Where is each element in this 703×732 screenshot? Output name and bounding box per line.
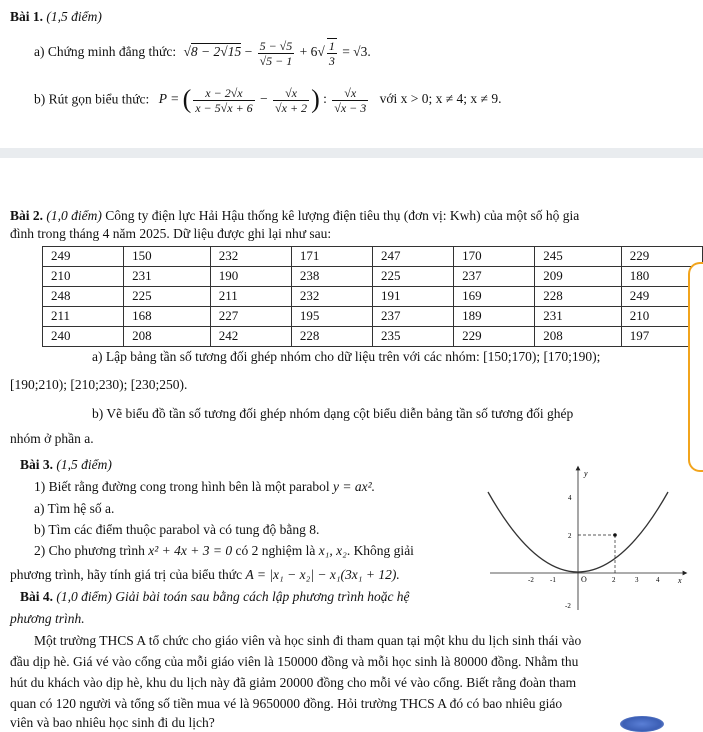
a-inner-den: 3 <box>328 54 335 68</box>
table-cell: 235 <box>372 327 453 347</box>
table-cell: 180 <box>621 267 702 287</box>
bai4-p1: Một trường THCS A tổ chức cho giáo viên và học sinh đi tham quan tại một khu du lịch sinh thái vào <box>34 633 582 648</box>
data-table-body <box>43 247 703 347</box>
bai4-p5: viên và bao nhiêu học sinh đi du lịch? <box>10 715 215 730</box>
x-tick-3: 3 <box>635 576 639 584</box>
parabola-graph <box>480 462 690 612</box>
bai4-p4: quan có 120 người và tổng số tiền mua vé là 9650000 đồng. Hỏi trường THCS A đó có bao nhiêu giáo <box>10 696 563 711</box>
b-colon: : <box>323 91 327 107</box>
table-row <box>43 307 703 327</box>
table-cell: 211 <box>43 307 124 327</box>
table-cell: 248 <box>43 287 124 307</box>
b-f1-num: x − 2√x <box>193 86 254 101</box>
table-cell: 190 <box>210 267 291 287</box>
bai1-b-formula: P = ( $\frac{x - 2√x}{x - 5√x + 6}$ − $\frac{√x}{√x + 2}$ ) : $\frac{√x}{√x - 3}$ với x > 0; x ≠ 4; x ≠ 9. <box>158 85 502 115</box>
bai3-l1-formula: y = ax². <box>333 479 376 494</box>
table-cell: 237 <box>454 267 535 287</box>
highlighted-point <box>613 533 617 537</box>
origin-label: O <box>581 575 587 584</box>
x-tick-neg1: -1 <box>550 576 556 584</box>
bai1-a-formula: √8 − 2√15 − $\frac{5 - √5}{√5 - 1}$ + 6√ $\frac{1}{3}$ = √3. <box>183 38 371 68</box>
x-tick-2: 2 <box>612 576 616 584</box>
x-tick-neg2: -2 <box>528 576 534 584</box>
bai3-line1 <box>34 479 375 496</box>
section-divider <box>0 148 703 158</box>
bai3-l5a: phương trình, hãy tính giá trị của biểu thức <box>10 567 243 582</box>
bai1-title: Bài 1. <box>10 9 44 24</box>
table-cell: 231 <box>124 267 211 287</box>
b-frac3 <box>332 86 368 115</box>
table-cell: 168 <box>124 307 211 327</box>
table-cell: 211 <box>210 287 291 307</box>
table-cell: 238 <box>291 267 372 287</box>
table-cell: 249 <box>621 287 702 307</box>
bai2-line2: đình trong tháng 4 năm 2025. Dữ liệu được ghi lại như sau: <box>10 226 332 241</box>
table-cell: 191 <box>372 287 453 307</box>
table-cell: 249 <box>43 247 124 267</box>
a-inner-frac <box>327 38 337 68</box>
a-rhs: = √3. <box>342 44 371 60</box>
table-cell: 245 <box>535 247 622 267</box>
bai3-line4 <box>34 543 414 560</box>
table-cell: 228 <box>535 287 622 307</box>
bai1-heading <box>10 9 102 26</box>
b-lhs: P = <box>158 91 180 107</box>
bai3-l4a: 2) Cho phương trình <box>34 543 145 558</box>
table-cell: 225 <box>124 287 211 307</box>
a-frac-num: 5 − √5 <box>259 38 293 53</box>
table-row <box>43 267 703 287</box>
b-condition: với x > 0; x ≠ 4; x ≠ 9. <box>379 91 502 107</box>
table-cell: 247 <box>372 247 453 267</box>
bai3-points: (1,5 điểm) <box>56 457 112 472</box>
b-frac2 <box>273 86 309 115</box>
data-table <box>42 246 703 347</box>
bai2-line1: Công ty điện lực Hải Hậu thống kê lượng điện tiêu thụ (đơn vị: Kwh) của một số hộ gia <box>105 208 580 223</box>
bai3-line2: a) Tìm hệ số a. <box>34 501 115 516</box>
table-cell: 232 <box>291 287 372 307</box>
table-cell: 229 <box>454 327 535 347</box>
table-cell: 150 <box>124 247 211 267</box>
a-coef: + 6 <box>299 44 318 60</box>
table-cell: 237 <box>372 307 453 327</box>
bai3-l4-eq: x² + 4x + 3 = 0 <box>148 543 233 558</box>
table-cell: 229 <box>621 247 702 267</box>
a-frac-den: √5 − 1 <box>259 53 293 68</box>
b-minus: − <box>260 91 268 107</box>
table-cell: 232 <box>210 247 291 267</box>
y-axis-label: y <box>584 469 588 478</box>
table-cell: 227 <box>210 307 291 327</box>
table-cell: 225 <box>372 267 453 287</box>
bai3-l1-text: 1) Biết rằng đường cong trong hình bên là một parabol <box>34 479 330 494</box>
y-tick-2: 2 <box>568 532 572 540</box>
b-f2-den: √x + 2 <box>275 100 308 115</box>
table-cell: 242 <box>210 327 291 347</box>
x-axis-label: x <box>678 576 682 585</box>
bai3-line5 <box>10 567 400 584</box>
b-frac1 <box>193 86 254 115</box>
bai4-heading <box>20 589 410 606</box>
table-cell: 170 <box>454 247 535 267</box>
bai2-intro <box>10 208 698 225</box>
table-cell: 195 <box>291 307 372 327</box>
table-cell: 209 <box>535 267 622 287</box>
bai4-p3: hút du khách vào dịp hè, khu du lịch này đã giảm 20000 đồng cho mỗi vé vào cổng. Biết rằng đoàn tham <box>10 675 577 690</box>
bai3-l4-roots: x₁, x₂ <box>318 543 347 558</box>
table-cell: 210 <box>621 307 702 327</box>
b-f1-den: x − 5√x + 6 <box>195 100 253 115</box>
table-cell: 171 <box>291 247 372 267</box>
bai3-l5-formula: A = |x₁ − x₂| − x₁(3x₁ + 12). <box>245 567 400 582</box>
y-tick-4: 4 <box>568 494 572 502</box>
bai1-points: (1,5 điểm) <box>46 9 102 24</box>
x-tick-4: 4 <box>656 576 660 584</box>
bai3-heading <box>20 457 112 474</box>
bai2-a-line2: [190;210); [210;230); [230;250). <box>10 377 188 392</box>
table-cell: 208 <box>535 327 622 347</box>
table-cell: 210 <box>43 267 124 287</box>
table-row <box>43 287 703 307</box>
table-cell: 189 <box>454 307 535 327</box>
a-inner-num: 1 <box>328 39 335 53</box>
bai1-part-a <box>34 38 371 68</box>
table-cell: 231 <box>535 307 622 327</box>
y-tick-neg2: -2 <box>565 602 571 610</box>
a-fraction <box>258 39 295 68</box>
side-scrollbar[interactable] <box>688 262 703 472</box>
b-f2-num: √x <box>273 86 309 101</box>
bai4-p2: đầu dịp hè. Giá vé vào cổng của mỗi giáo viên là 150000 đồng và mỗi học sinh là 80000 đồng. Nhằm thu <box>10 654 579 669</box>
table-cell: 228 <box>291 327 372 347</box>
bai4-intro1: Giải bài toán sau bằng cách lập phương trình hoặc hệ <box>115 589 410 604</box>
bai3-l4c: . Không giải <box>346 543 414 558</box>
bai4-title: Bài 4. <box>20 589 54 604</box>
bai2-a-line1: a) Lập bảng tần số tương đối ghép nhóm cho dữ liệu trên với các nhóm: [150;170); [170;190); <box>92 349 601 364</box>
bai2-points: (1,0 điểm) <box>46 208 102 223</box>
bai1-b-label: b) Rút gọn biểu thức: <box>34 91 150 107</box>
a-term1: 8 − 2√15 <box>190 44 242 60</box>
bai1-part-b <box>34 84 501 117</box>
table-cell: 197 <box>621 327 702 347</box>
b-f3-num: √x <box>332 86 368 101</box>
table-row <box>43 327 703 347</box>
table-row <box>43 247 703 267</box>
bai2-b-line2: nhóm ở phần a. <box>10 431 94 446</box>
bai3-title: Bài 3. <box>20 457 54 472</box>
bai1-a-label: a) Chứng minh đẳng thức: <box>34 44 177 60</box>
bai2-b-line1: b) Vẽ biểu đồ tần số tương đối ghép nhóm dạng cột biểu diễn bảng tần số tương đối ghép <box>92 406 574 421</box>
bai4-intro2: phương trình. <box>10 611 85 626</box>
b-f3-den: √x − 3 <box>334 100 367 115</box>
table-cell: 208 <box>124 327 211 347</box>
bai3-l4b: có 2 nghiệm là <box>235 543 316 558</box>
table-cell: 240 <box>43 327 124 347</box>
bai4-points: (1,0 điểm) <box>56 589 112 604</box>
bai3-line3: b) Tìm các điểm thuộc parabol và có tung độ bằng 8. <box>34 522 320 537</box>
bai2-title: Bài 2. <box>10 208 44 223</box>
table-cell: 169 <box>454 287 535 307</box>
